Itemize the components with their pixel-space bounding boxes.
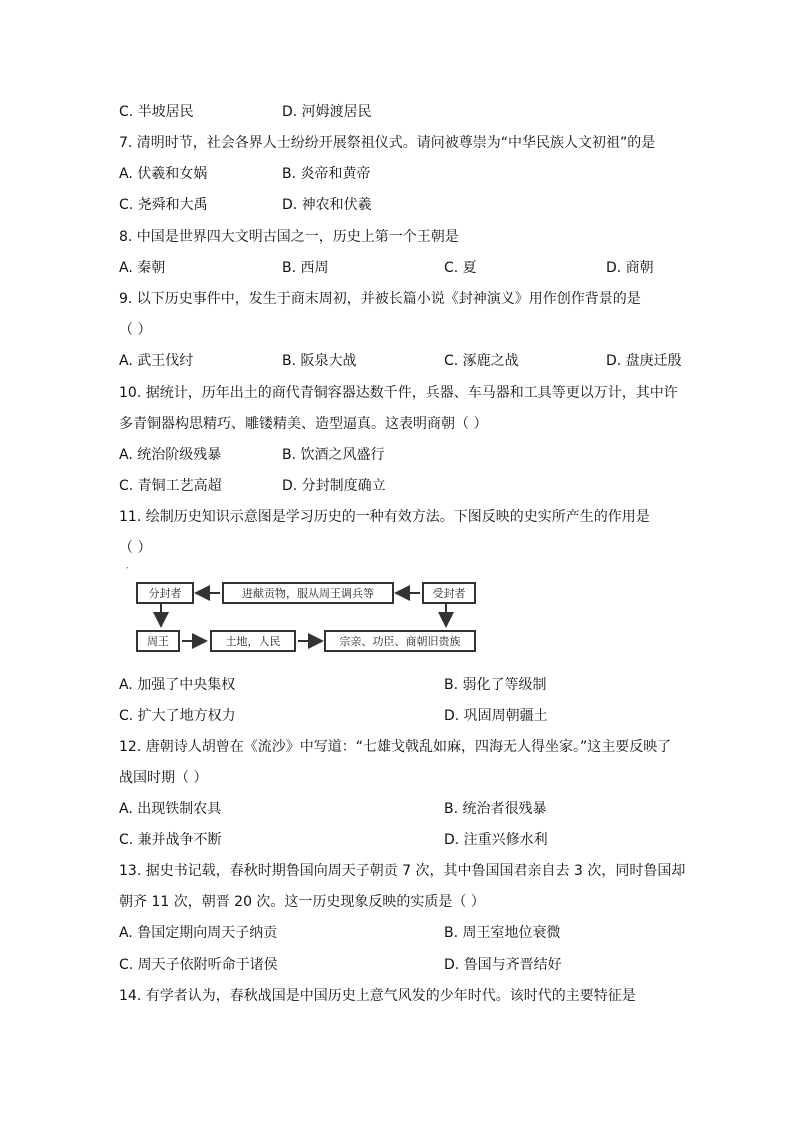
q10-stem-line1: 10. 据统计，历年出土的商代青铜容器达数千件，兵器、车马器和工具等更以万计，其中许	[119, 385, 678, 401]
q13-option-a: A. 鲁国定期向周天子纳贡	[119, 925, 278, 941]
q8-stem: 8. 中国是世界四大文明古国之一，历史上第一个王朝是	[119, 229, 459, 245]
box-zhou-king: 周王	[136, 630, 180, 652]
q7-option-a: A. 伏羲和女娲	[119, 166, 208, 182]
q9-option-c: C. 涿鹿之战	[444, 353, 519, 369]
q13-stem-line2: 朝齐 11 次，朝晋 20 次。这一历史现象反映的实质是（ ）	[119, 894, 485, 910]
box-nobles: 宗亲、功臣、商朝旧贵族	[324, 630, 476, 652]
q10-option-b: B. 饮酒之风盛行	[282, 447, 385, 463]
q12-option-b: B. 统治者很残暴	[444, 801, 547, 817]
q8-option-b: B. 西周	[282, 260, 329, 276]
q6-option-d: D. 河姆渡居民	[282, 104, 372, 120]
q9-option-a: A. 武王伐纣	[119, 353, 194, 369]
q12-option-d: D. 注重兴修水利	[444, 832, 548, 848]
q11-answer-paren: （ ）	[119, 540, 152, 556]
q7-option-d: D. 神农和伏羲	[282, 197, 372, 213]
q12-stem-line2: 战国时期（ ）	[119, 770, 208, 786]
q13-option-b: B. 周王室地位衰微	[444, 925, 561, 941]
q6-option-c: C. 半坡居民	[119, 104, 194, 120]
q9-option-b: B. 阪泉大战	[282, 353, 357, 369]
q10-option-a: A. 统治阶级残暴	[119, 447, 222, 463]
q14-stem: 14. 有学者认为，春秋战国是中国历史上意气风发的少年时代。该时代的主要特征是	[119, 988, 636, 1004]
q12-option-c: C. 兼并战争不断	[119, 832, 222, 848]
q11-option-c: C. 扩大了地方权力	[119, 708, 236, 724]
q10-option-d: D. 分封制度确立	[282, 478, 386, 494]
enfeoffment-diagram	[126, 566, 486, 662]
q9-answer-paren: （ ）	[119, 322, 152, 338]
q10-stem-line2: 多青铜器构思精巧、雕镂精美、造型逼真。这表明商朝（ ）	[119, 416, 488, 432]
q9-stem: 9. 以下历史事件中，发生于商末周初，并被长篇小说《封神演义》用作创作背景的是	[119, 291, 641, 307]
q13-stem-line1: 13. 据史书记载，春秋时期鲁国向周天子朝贡 7 次，其中鲁国国君亲自去 3 次，同时鲁国却	[119, 863, 686, 879]
q8-option-c: C. 夏	[444, 260, 477, 276]
q11-option-a: A. 加强了中央集权	[119, 677, 236, 693]
box-enfeoffer: 分封者	[136, 582, 194, 604]
q12-option-a: A. 出现铁制农具	[119, 801, 222, 817]
q12-stem-line1: 12. 唐朝诗人胡曾在《流沙》中写道：“七雄戈戟乱如麻，四海无人得坐家。”这主要反映了	[119, 739, 672, 755]
q13-option-c: C. 周天子依附听命于诸侯	[119, 957, 278, 973]
q11-stem: 11. 绘制历史知识示意图是学习历史的一种有效方法。下图反映的史实所产生的作用是	[119, 509, 650, 525]
diagram-mark: ′	[126, 566, 129, 577]
box-land-people: 土地，人民	[210, 630, 296, 652]
q10-option-c: C. 青铜工艺高超	[119, 478, 222, 494]
box-enfeoffed: 受封者	[422, 582, 476, 604]
q7-option-b: B. 炎帝和黄帝	[282, 166, 371, 182]
q8-option-a: A. 秦朝	[119, 260, 166, 276]
q8-option-d: D. 商朝	[606, 260, 654, 276]
box-tribute-duty: 进献贡物，服从周王调兵等	[222, 582, 394, 604]
q7-option-c: C. 尧舜和大禹	[119, 197, 208, 213]
q13-option-d: D. 鲁国与齐晋结好	[444, 957, 562, 973]
q11-option-b: B. 弱化了等级制	[444, 677, 547, 693]
q7-stem: 7. 清明时节，社会各界人士纷纷开展祭祖仪式。请问被尊崇为“中华民族人文初祖”的是	[119, 135, 656, 151]
q9-option-d: D. 盘庚迁殷	[606, 353, 682, 369]
q11-option-d: D. 巩固周朝疆土	[444, 708, 548, 724]
